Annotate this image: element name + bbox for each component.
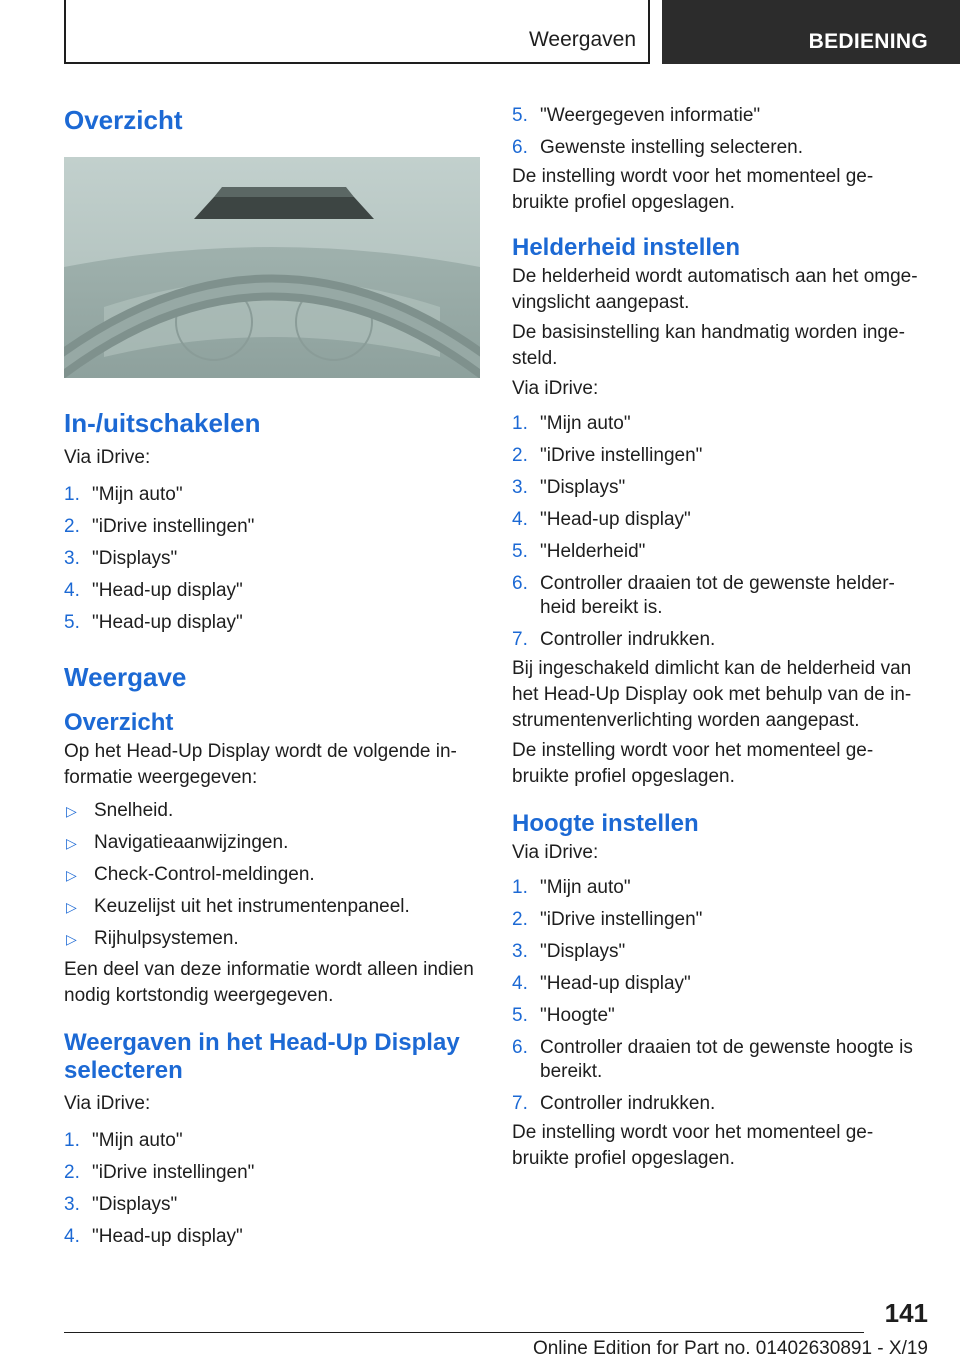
height-saved-note: De instelling wordt voor het momenteel ge-bruikte profiel opgeslagen. [512, 1122, 874, 1169]
step-text: Controller draaien tot de gewenste helder-heid bereikt is. [540, 573, 895, 618]
header-bottom-rule [64, 62, 650, 64]
bullet-text: Keuzelijst uit het instrumentenpaneel. [94, 896, 410, 917]
on-off-heading: In-/uitschakelen [64, 408, 261, 438]
list-item [64, 799, 482, 823]
head-up-display-illustration [64, 157, 480, 378]
list-item [512, 136, 930, 160]
step-number: 2. [512, 909, 528, 930]
step-number: 1. [64, 1130, 80, 1151]
list-item [512, 412, 930, 436]
bullet-text: Rijhulpsystemen. [94, 928, 239, 949]
list-item [512, 1092, 930, 1116]
brightness-paragraph-2: De basisinstelling kan handmatig worden inge-steld. [512, 322, 905, 369]
right-column [512, 96, 930, 1172]
header-chapter-label: BEDIENING [808, 30, 928, 53]
select-via: Via iDrive: [64, 1093, 151, 1114]
display-note: Een deel van deze informatie wordt alleen indien nodig kortstondig weergegeven. [64, 959, 474, 1006]
step-text: "Displays" [540, 941, 626, 962]
step-number: 4. [512, 973, 528, 994]
list-item [512, 104, 930, 128]
list-item [64, 515, 482, 539]
list-item [64, 483, 482, 507]
step-text: "Mijn auto" [540, 413, 631, 434]
step-number: 5. [512, 541, 528, 562]
step-number: 1. [512, 877, 528, 898]
header-divider [648, 0, 650, 64]
step-number: 4. [64, 580, 80, 601]
list-item [512, 876, 930, 900]
step-text: "Helderheid" [540, 541, 646, 562]
list-item [64, 547, 482, 571]
step-number: 5. [64, 612, 80, 633]
list-item [64, 831, 482, 855]
step-number: 5. [512, 105, 528, 126]
list-item [512, 972, 930, 996]
display-subheading: Overzicht [64, 709, 174, 736]
brightness-paragraph-3: Bij ingeschakeld dimlicht kan de helderheid van het Head-Up Display ook met behulp van de in-strumentenverlichting worden aangepast. [512, 658, 912, 731]
step-number: 4. [512, 509, 528, 530]
list-item [64, 1129, 482, 1153]
list-item [512, 628, 930, 652]
step-text: "iDrive instellingen" [92, 1162, 255, 1183]
list-item [64, 927, 482, 951]
on-off-steps [64, 483, 482, 635]
step-number: 1. [512, 413, 528, 434]
list-item [64, 895, 482, 919]
page-number: 141 [884, 1298, 928, 1328]
step-text: "Mijn auto" [92, 484, 183, 505]
step-number: 5. [512, 1005, 528, 1026]
list-item [512, 572, 930, 620]
triangle-bullet-icon: ▷ [66, 835, 77, 851]
header-section-title: Weergaven [528, 28, 636, 51]
left-column [64, 96, 482, 1249]
step-text: "Mijn auto" [540, 877, 631, 898]
brightness-via: Via iDrive: [512, 378, 599, 399]
list-item [512, 540, 930, 564]
bullet-text: Navigatieaanwijzingen. [94, 832, 289, 853]
step-number: 6. [512, 1037, 528, 1058]
list-item [64, 579, 482, 603]
step-number: 7. [512, 629, 528, 650]
step-text: Gewenste instelling selecteren. [540, 137, 803, 158]
step-text: "Head-up display" [540, 509, 691, 530]
step-text: "Displays" [540, 477, 626, 498]
list-item [64, 863, 482, 887]
step-text: "Head-up display" [540, 973, 691, 994]
step-number: 2. [512, 445, 528, 466]
header-left-rule [64, 0, 66, 64]
bullet-text: Snelheid. [94, 800, 174, 821]
step-number: 6. [512, 573, 528, 594]
select-saved-note: De instelling wordt voor het momenteel ge-bruikte profiel opgeslagen. [512, 166, 874, 213]
step-text: Controller draaien tot de gewenste hoogte is bereikt. [540, 1037, 913, 1082]
step-text: "Head-up display" [92, 1226, 243, 1247]
footer-edition: Online Edition for Part no. 01402630891 - X/19 [532, 1338, 928, 1359]
list-item [512, 1036, 930, 1084]
list-item [512, 508, 930, 532]
header-chapter-tab [662, 0, 960, 64]
triangle-bullet-icon: ▷ [66, 899, 77, 915]
list-item [512, 908, 930, 932]
step-number: 2. [64, 516, 80, 537]
step-text: "Head-up display" [92, 612, 243, 633]
select-steps [64, 1129, 482, 1249]
step-number: 2. [64, 1162, 80, 1183]
step-text: "iDrive instellingen" [540, 445, 703, 466]
display-heading: Weergave [64, 662, 187, 692]
step-number: 3. [512, 477, 528, 498]
brightness-heading: Helderheid instellen [512, 234, 741, 261]
brightness-paragraph-1: De helderheid wordt automatisch aan het omge-vingslicht aangepast. [512, 266, 918, 313]
height-heading: Hoogte instellen [512, 810, 699, 837]
dashboard-photo [64, 157, 480, 378]
list-item [64, 1193, 482, 1217]
step-text: Controller indrukken. [540, 1093, 716, 1114]
step-text: "Displays" [92, 548, 178, 569]
step-text: "Hoogte" [540, 1005, 615, 1026]
list-item [512, 444, 930, 468]
step-text: "iDrive instellingen" [92, 516, 255, 537]
height-via: Via iDrive: [512, 842, 599, 863]
list-item [64, 611, 482, 635]
step-number: 4. [64, 1226, 80, 1247]
footer-rule [64, 1332, 864, 1333]
step-number: 3. [512, 941, 528, 962]
step-text: "Displays" [92, 1194, 178, 1215]
list-item [512, 476, 930, 500]
select-heading: Weergaven in het Head-Up Display selecteren [64, 1029, 460, 1084]
display-bullets [64, 799, 482, 951]
step-number: 3. [64, 548, 80, 569]
step-number: 6. [512, 137, 528, 158]
step-text: Controller indrukken. [540, 629, 716, 650]
step-number: 3. [64, 1194, 80, 1215]
triangle-bullet-icon: ▷ [66, 803, 77, 819]
step-number: 1. [64, 484, 80, 505]
overview-heading: Overzicht [64, 105, 183, 135]
step-text: "Head-up display" [92, 580, 243, 601]
on-off-via: Via iDrive: [64, 447, 151, 468]
display-intro: Op het Head-Up Display wordt de volgende in-formatie weergegeven: [64, 741, 457, 788]
list-item [512, 1004, 930, 1028]
step-text: "Mijn auto" [92, 1130, 183, 1151]
list-item [512, 940, 930, 964]
list-item [64, 1161, 482, 1185]
step-text: "iDrive instellingen" [540, 909, 703, 930]
list-item [64, 1225, 482, 1249]
brightness-saved-note: De instelling wordt voor het momenteel ge-bruikte profiel opgeslagen. [512, 740, 874, 787]
bullet-text: Check-Control-meldingen. [94, 864, 315, 885]
select-steps-continued [512, 104, 930, 160]
height-steps [512, 876, 930, 1116]
triangle-bullet-icon: ▷ [66, 931, 77, 947]
triangle-bullet-icon: ▷ [66, 867, 77, 883]
step-number: 7. [512, 1093, 528, 1114]
brightness-steps [512, 412, 930, 652]
step-text: "Weergegeven informatie" [540, 105, 761, 126]
